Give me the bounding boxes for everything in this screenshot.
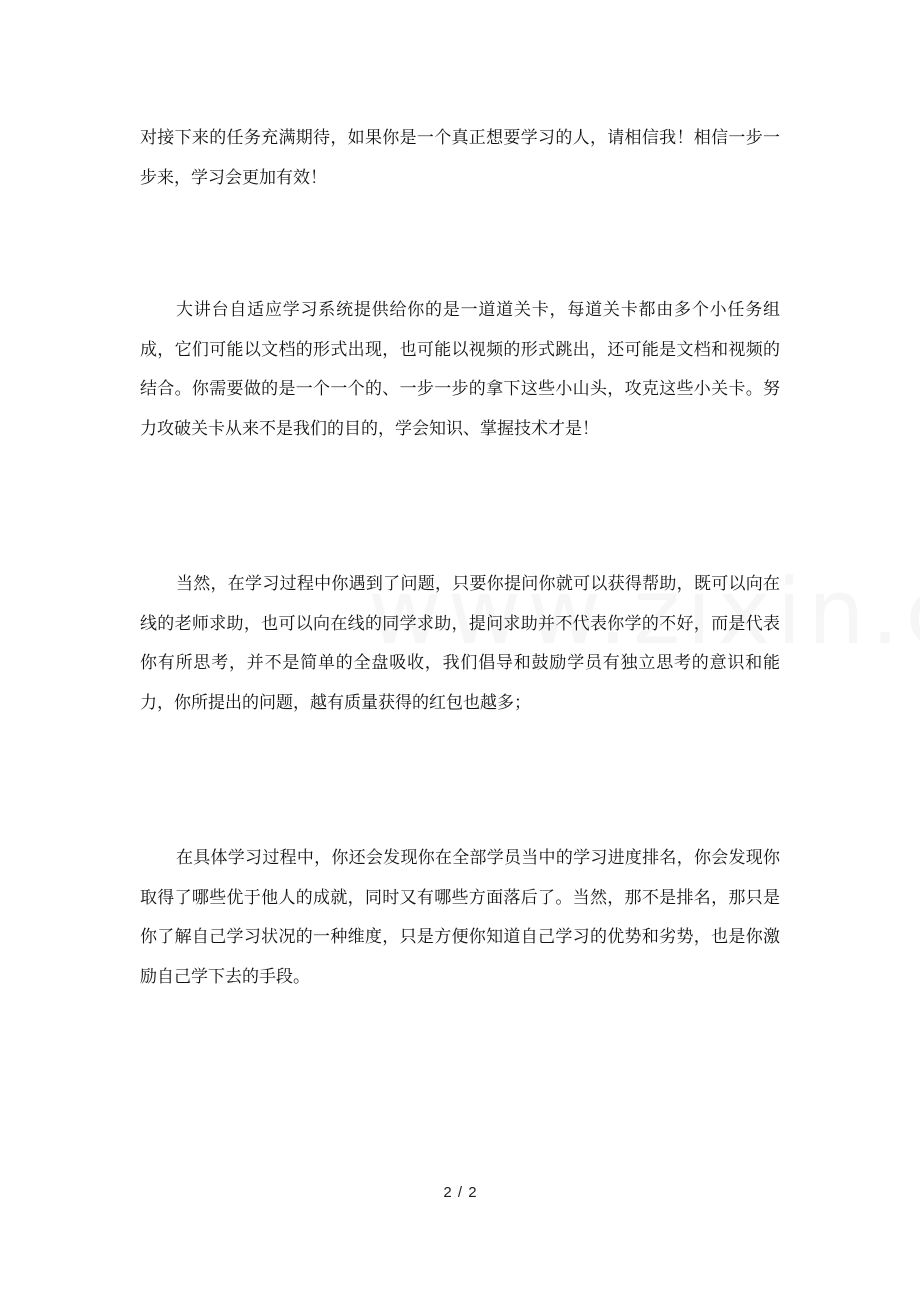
paragraph-1: 对接下来的任务充满期待，如果你是一个真正想要学习的人，请相信我！相信一步一步来，学习会更加有效！ — [140, 128, 780, 188]
paragraph-4: 在具体学习过程中，你还会发现你在全部学员当中的学习进度排名，你会发现你取得了哪些优于他人的成就，同时又有哪些方面落后了。当然，那不是排名，那只是你了解自己学习状况的一种维度，只是方便你知道自己学习的优势和劣势，也是你激励自己学下去的手段。 — [140, 848, 780, 987]
paragraph-2: 大讲台自适应学习系统提供给你的是一道道关卡，每道关卡都由多个小任务组成，它们可能以文档的形式出现，也可能以视频的形式跳出，还可能是文档和视频的结合。你需要做的是一个一个的、一步一步的拿下这些小山头，攻克这些小关卡。努力攻破关卡从来不是我们的目的，学会知识、掌握技术才是！ — [140, 300, 780, 439]
page-number: 2 / 2 — [443, 1184, 477, 1201]
paragraph-3: 当然，在学习过程中你遇到了问题，只要你提问你就可以获得帮助，既可以向在线的老师求助，也可以向在线的同学求助，提问求助并不代表你学的不好，而是代表你有所思考，并不是简单的全盘吸收，我们倡导和鼓励学员有独立思考的意识和能力，你所提出的问题，越有质量获得的红包也越多； — [140, 574, 780, 713]
